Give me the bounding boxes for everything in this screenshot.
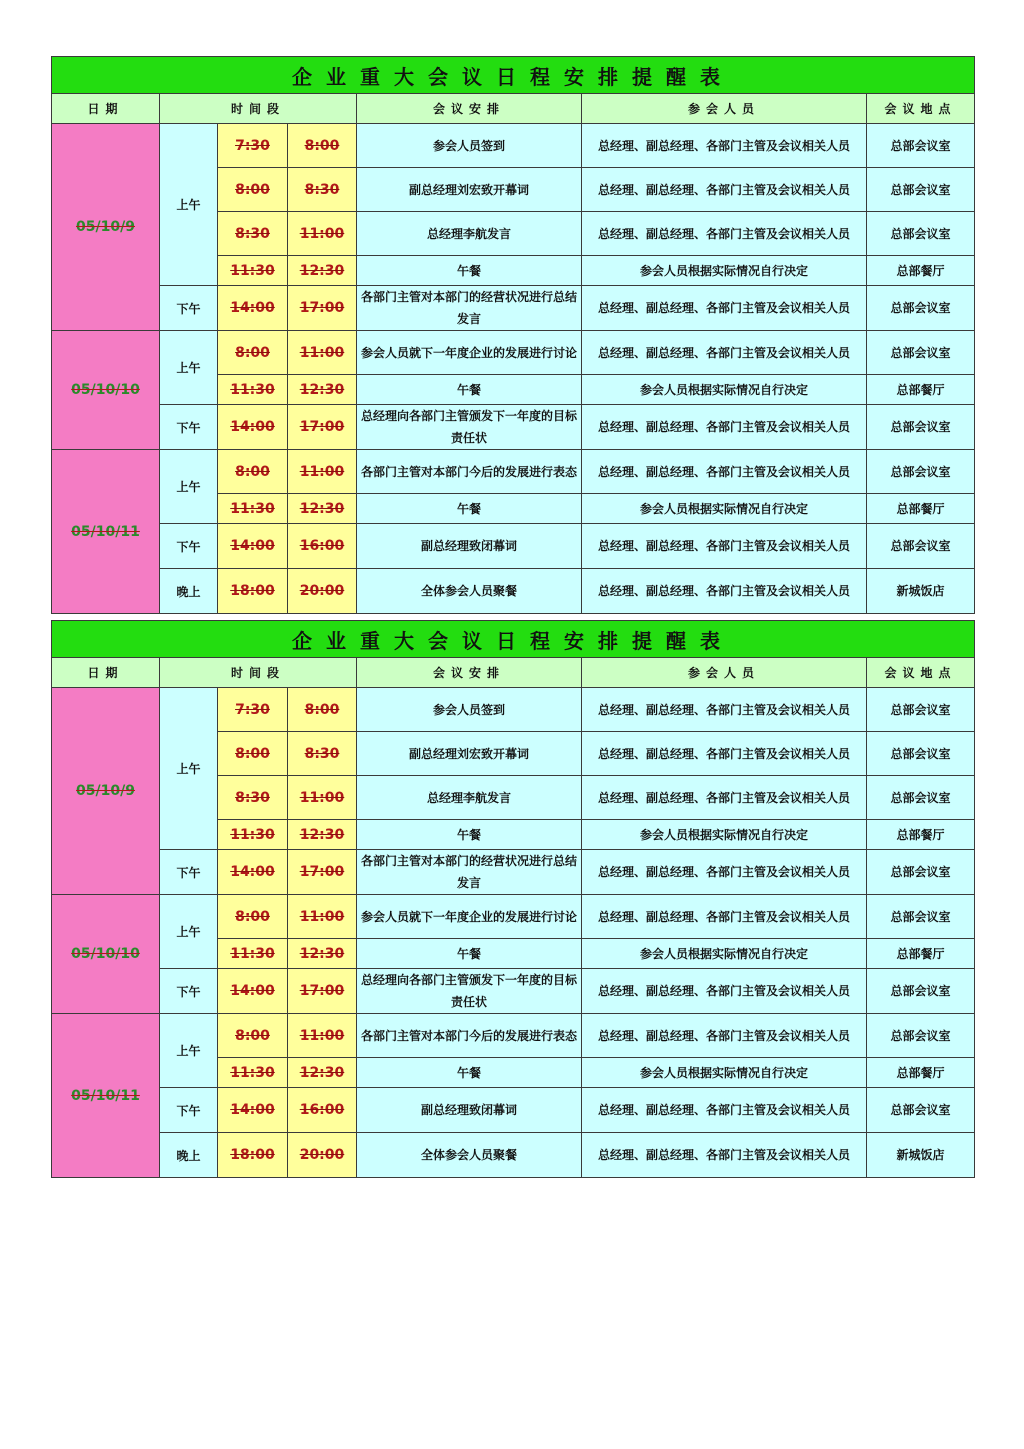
period-cell: 上午 [160,450,218,524]
start-time: 14:00 [218,524,288,569]
people-cell: 总经理、副总经理、各部门主管及会议相关人员 [582,286,867,331]
start-time: 8:30 [218,212,288,256]
agenda-cell: 总经理李航发言 [357,212,582,256]
place-cell: 总部会议室 [867,286,975,331]
agenda-cell: 副总经理刘宏致开幕词 [357,732,582,776]
start-time: 11:30 [218,1058,288,1088]
place-cell: 新城饭店 [867,1133,975,1178]
period-cell: 下午 [160,405,218,450]
header-period: 时间段 [160,94,357,124]
people-cell: 总经理、副总经理、各部门主管及会议相关人员 [582,1088,867,1133]
place-cell: 总部会议室 [867,450,975,494]
agenda-cell: 总经理向各部门主管颁发下一年度的目标责任状 [357,969,582,1014]
agenda-cell: 午餐 [357,256,582,286]
place-cell: 总部会议室 [867,1014,975,1058]
place-cell: 总部餐厅 [867,939,975,969]
agenda-cell: 午餐 [357,820,582,850]
place-cell: 总部会议室 [867,776,975,820]
people-cell: 总经理、副总经理、各部门主管及会议相关人员 [582,405,867,450]
period-cell: 上午 [160,1014,218,1088]
header-date: 日期 [52,658,160,688]
end-time: 12:30 [288,375,357,405]
place-cell: 总部会议室 [867,688,975,732]
agenda-cell: 全体参会人员聚餐 [357,569,582,614]
start-time: 14:00 [218,969,288,1014]
place-cell: 总部餐厅 [867,820,975,850]
header-date: 日期 [52,94,160,124]
people-cell: 总经理、副总经理、各部门主管及会议相关人员 [582,688,867,732]
period-cell: 下午 [160,286,218,331]
people-cell: 总经理、副总经理、各部门主管及会议相关人员 [582,732,867,776]
start-time: 14:00 [218,405,288,450]
end-time: 12:30 [288,256,357,286]
header-period: 时间段 [160,658,357,688]
place-cell: 总部会议室 [867,168,975,212]
start-time: 18:00 [218,1133,288,1178]
end-time: 16:00 [288,524,357,569]
people-cell: 总经理、副总经理、各部门主管及会议相关人员 [582,1014,867,1058]
schedule-sheet-1 [51,56,974,614]
start-time: 8:00 [218,331,288,375]
end-time: 12:30 [288,1058,357,1088]
table-title: 企业重大会议日程安排提醒表 [52,621,975,658]
period-cell: 上午 [160,688,218,850]
people-cell: 总经理、副总经理、各部门主管及会议相关人员 [582,969,867,1014]
agenda-cell: 参会人员就下一年度企业的发展进行讨论 [357,331,582,375]
place-cell: 新城饭店 [867,569,975,614]
people-cell: 总经理、副总经理、各部门主管及会议相关人员 [582,776,867,820]
agenda-cell: 副总经理刘宏致开幕词 [357,168,582,212]
date-cell: 05/10/11 [52,450,160,614]
period-cell: 上午 [160,331,218,405]
people-cell: 参会人员根据实际情况自行决定 [582,820,867,850]
start-time: 11:30 [218,820,288,850]
agenda-cell: 总经理李航发言 [357,776,582,820]
agenda-cell: 各部门主管对本部门今后的发展进行表态 [357,1014,582,1058]
people-cell: 总经理、副总经理、各部门主管及会议相关人员 [582,450,867,494]
place-cell: 总部会议室 [867,524,975,569]
agenda-cell: 各部门主管对本部门今后的发展进行表态 [357,450,582,494]
start-time: 8:00 [218,732,288,776]
date-cell: 05/10/11 [52,1014,160,1178]
agenda-cell: 全体参会人员聚餐 [357,1133,582,1178]
agenda-cell: 总经理向各部门主管颁发下一年度的目标责任状 [357,405,582,450]
end-time: 11:00 [288,450,357,494]
place-cell: 总部餐厅 [867,256,975,286]
date-cell: 05/10/10 [52,331,160,450]
end-time: 11:00 [288,895,357,939]
period-cell: 下午 [160,969,218,1014]
place-cell: 总部餐厅 [867,494,975,524]
agenda-cell: 午餐 [357,939,582,969]
start-time: 14:00 [218,286,288,331]
header-people: 参会人员 [582,94,867,124]
period-cell: 晚上 [160,1133,218,1178]
start-time: 8:00 [218,168,288,212]
agenda-cell: 午餐 [357,494,582,524]
start-time: 11:30 [218,375,288,405]
end-time: 8:30 [288,168,357,212]
agenda-cell: 午餐 [357,375,582,405]
end-time: 11:00 [288,776,357,820]
end-time: 17:00 [288,969,357,1014]
start-time: 18:00 [218,569,288,614]
header-agenda: 会议安排 [357,658,582,688]
people-cell: 总经理、副总经理、各部门主管及会议相关人员 [582,895,867,939]
people-cell: 总经理、副总经理、各部门主管及会议相关人员 [582,331,867,375]
end-time: 11:00 [288,331,357,375]
date-cell: 05/10/9 [52,124,160,331]
place-cell: 总部餐厅 [867,1058,975,1088]
place-cell: 总部会议室 [867,732,975,776]
period-cell: 晚上 [160,569,218,614]
agenda-cell: 各部门主管对本部门的经营状况进行总结发言 [357,286,582,331]
place-cell: 总部会议室 [867,969,975,1014]
period-cell: 下午 [160,1088,218,1133]
end-time: 11:00 [288,212,357,256]
agenda-cell: 参会人员就下一年度企业的发展进行讨论 [357,895,582,939]
header-agenda: 会议安排 [357,94,582,124]
people-cell: 总经理、副总经理、各部门主管及会议相关人员 [582,212,867,256]
people-cell: 参会人员根据实际情况自行决定 [582,1058,867,1088]
header-place: 会议地点 [867,94,975,124]
end-time: 8:00 [288,688,357,732]
start-time: 11:30 [218,256,288,286]
people-cell: 总经理、副总经理、各部门主管及会议相关人员 [582,1133,867,1178]
end-time: 16:00 [288,1088,357,1133]
date-cell: 05/10/10 [52,895,160,1014]
people-cell: 总经理、副总经理、各部门主管及会议相关人员 [582,569,867,614]
start-time: 14:00 [218,1088,288,1133]
place-cell: 总部会议室 [867,895,975,939]
start-time: 8:00 [218,1014,288,1058]
date-cell: 05/10/9 [52,688,160,895]
people-cell: 总经理、副总经理、各部门主管及会议相关人员 [582,168,867,212]
end-time: 20:00 [288,569,357,614]
agenda-cell: 参会人员签到 [357,124,582,168]
place-cell: 总部会议室 [867,212,975,256]
end-time: 12:30 [288,820,357,850]
end-time: 8:30 [288,732,357,776]
period-cell: 上午 [160,895,218,969]
start-time: 11:30 [218,939,288,969]
period-cell: 下午 [160,524,218,569]
end-time: 17:00 [288,286,357,331]
place-cell: 总部会议室 [867,850,975,895]
schedule-table [51,620,975,1178]
start-time: 11:30 [218,494,288,524]
people-cell: 参会人员根据实际情况自行决定 [582,256,867,286]
period-cell: 下午 [160,850,218,895]
end-time: 20:00 [288,1133,357,1178]
start-time: 8:00 [218,895,288,939]
agenda-cell: 副总经理致闭幕词 [357,1088,582,1133]
table-title: 企业重大会议日程安排提醒表 [52,57,975,94]
start-time: 7:30 [218,124,288,168]
agenda-cell: 各部门主管对本部门的经营状况进行总结发言 [357,850,582,895]
end-time: 17:00 [288,850,357,895]
start-time: 8:00 [218,450,288,494]
people-cell: 总经理、副总经理、各部门主管及会议相关人员 [582,124,867,168]
agenda-cell: 参会人员签到 [357,688,582,732]
end-time: 11:00 [288,1014,357,1058]
place-cell: 总部会议室 [867,405,975,450]
people-cell: 参会人员根据实际情况自行决定 [582,375,867,405]
end-time: 17:00 [288,405,357,450]
header-place: 会议地点 [867,658,975,688]
start-time: 14:00 [218,850,288,895]
people-cell: 总经理、副总经理、各部门主管及会议相关人员 [582,524,867,569]
people-cell: 参会人员根据实际情况自行决定 [582,939,867,969]
schedule-sheet-2 [51,620,974,1178]
people-cell: 参会人员根据实际情况自行决定 [582,494,867,524]
start-time: 7:30 [218,688,288,732]
end-time: 12:30 [288,494,357,524]
period-cell: 上午 [160,124,218,286]
header-people: 参会人员 [582,658,867,688]
people-cell: 总经理、副总经理、各部门主管及会议相关人员 [582,850,867,895]
agenda-cell: 午餐 [357,1058,582,1088]
place-cell: 总部会议室 [867,1088,975,1133]
place-cell: 总部餐厅 [867,375,975,405]
start-time: 8:30 [218,776,288,820]
agenda-cell: 副总经理致闭幕词 [357,524,582,569]
end-time: 8:00 [288,124,357,168]
end-time: 12:30 [288,939,357,969]
place-cell: 总部会议室 [867,331,975,375]
place-cell: 总部会议室 [867,124,975,168]
schedule-table [51,56,975,614]
